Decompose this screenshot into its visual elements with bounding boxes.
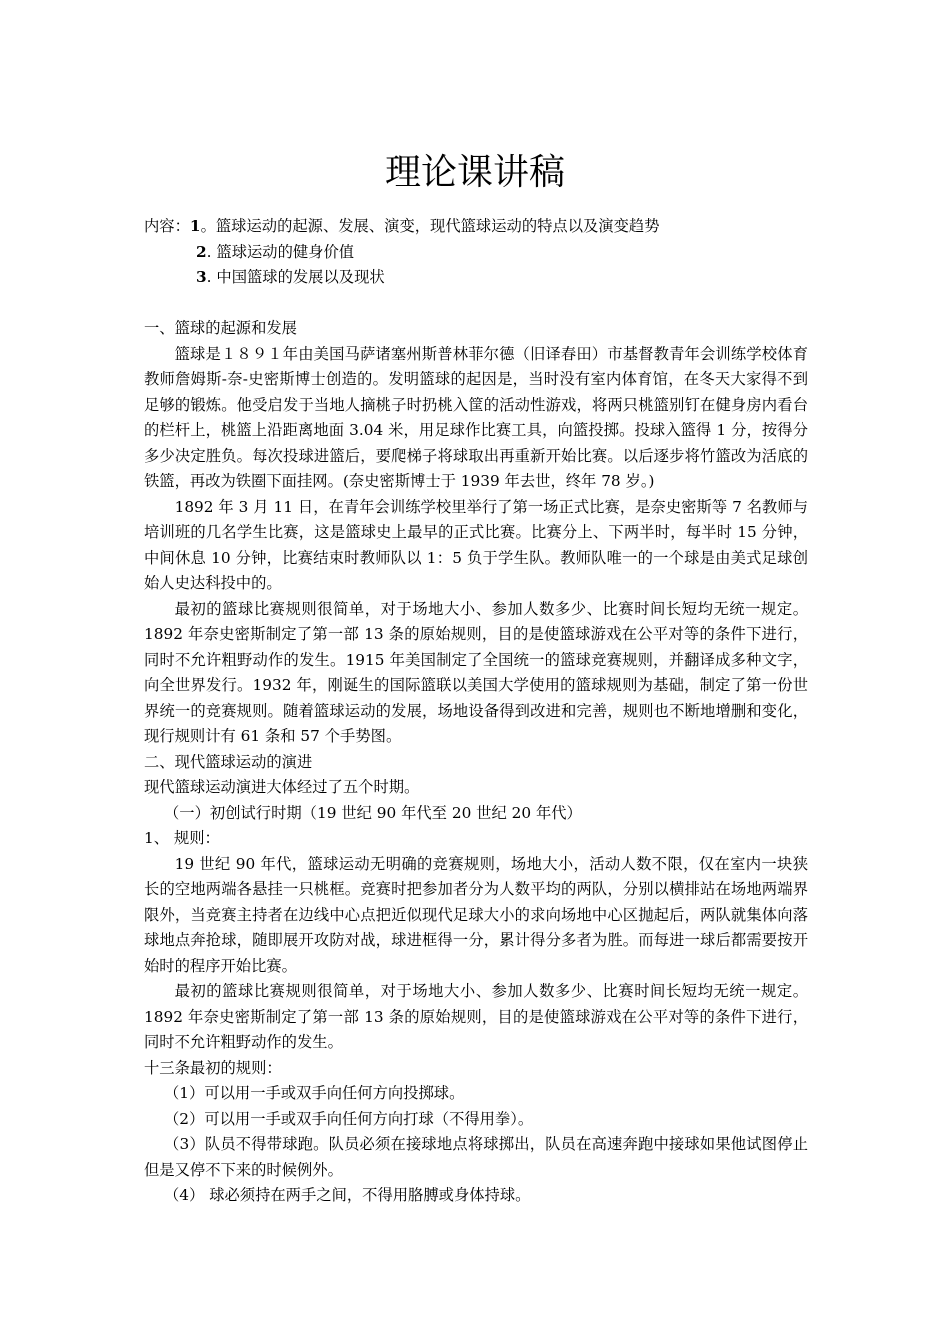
contents-item-number: 1 — [189, 217, 201, 235]
section-intro: 现代篮球运动演进大体经过了五个时期。 — [144, 778, 420, 796]
contents-list — [144, 214, 808, 291]
paragraph: 最初的篮球比赛规则很简单，对于场地大小、参加人数多少、比赛时间长短均无统一规定。1892 年奈史密斯制定了第一部 13 条的原始规则，目的是使篮球游戏在公平对等的条件下进行，同时不允许粗野动作的发生。1915 年美国制定了全国统一的篮球竞赛规则，并翻译成多种文字，向全世界发行。1932 年，刚诞生的国际篮联以美国大学使用的篮球规则为基础，制定了第一份世界统一的竞赛规则。随着篮球运动的发展，场地设备得到改进和完善，规则也不断地增删和变化，现行规则计有 61 条和 57 个手势图。 — [144, 599, 808, 745]
period-heading: （一）初创试行时期（19 世纪 90 年代至 20 世纪 20 年代） — [164, 803, 582, 822]
contents-item-number: 3 — [196, 268, 207, 286]
document-body — [144, 214, 808, 1209]
rules-heading: 十三条最初的规则： — [144, 1058, 282, 1077]
contents-item-text: 篮球运动的健身价值 — [216, 242, 355, 261]
document-title: 理论课讲稿 — [384, 152, 565, 193]
section-heading: 一、篮球的起源和发展 — [144, 319, 297, 337]
paragraph: 篮球是１８９１年由美国马萨诸塞州斯普林菲尔德（旧译春田）市基督教青年会训练学校体育教师詹姆斯-奈-史密斯博士创造的。发明篮球的起因是，当时没有室内体育馆，在冬天大家得不到足够的锻炼。他受启发于当地人摘桃子时扔桃入筐的活动性游戏，将两只桃篮别钉在健身房内看台的栏杆上，桃篮上沿距离地面 3.04 米，用足球作比赛工具，向篮投掷。投球入篮得 1 分，按得分多少决定胜负。每次投球进篮后，要爬梯子将球取出再重新开始比赛。以后逐步将竹篮改为活底的铁篮，再改为铁圈下面挂网。(奈史密斯博士于 1939 年去世，终年 78 岁。) — [144, 344, 808, 490]
rule-item: （3）队员不得带球跑。队员必须在接球地点将球掷出，队员在高速奔跑中接球如果他试图停止但是又停不下来的时候例外。 — [144, 1135, 808, 1179]
paragraph: 1892 年 3 月 11 日，在青年会训练学校里举行了第一场正式比赛，是奈史密斯等 7 名教师与培训班的几名学生比赛，这是篮球史上最早的正式比赛。比赛分上、下两半时，每半时 15 分钟，中间休息 10 分钟，比赛结束时教师队以 1：5 负于学生队。教师队唯一的一个球是由美式足球创始人史达科投中的。 — [144, 497, 808, 592]
contents-item-number: 2 — [196, 242, 207, 261]
contents-label: 内容： — [144, 217, 190, 235]
contents-item-text: 中国篮球的发展以及现状 — [216, 268, 385, 286]
contents-item: 内容：1。篮球运动的起源、发展、演变，现代篮球运动的特点以及演变趋势 — [144, 217, 660, 235]
contents-item: 2. 篮球运动的健身价值 — [196, 242, 355, 261]
paragraph: 19 世纪 90 年代，篮球运动无明确的竞赛规则，场地大小，活动人数不限，仅在室内一块狭长的空地两端各悬挂一只桃框。竞赛时把参加者分为人数平均的两队，分别以横排站在场地两端界限外，当竞赛主持者在边线中心点把近似现代足球大小的求向场地中心区抛起后，两队就集体向落球地点奔抢球，随即展开攻防对战，球进框得一分，累计得分多者为胜。而每进一球后都需要按开始时的程序开始比赛。 — [144, 854, 808, 975]
section-heading: 二、现代篮球运动的演进 — [144, 752, 313, 771]
paragraph: 最初的篮球比赛规则很简单，对于场地大小、参加人数多少、比赛时间长短均无统一规定。1892 年奈史密斯制定了第一部 13 条的原始规则，目的是使篮球游戏在公平对等的条件下进行，同时不允许粗野动作的发生。 — [144, 982, 808, 1051]
blank-line — [144, 291, 808, 317]
item-heading: 1、 规则： — [144, 829, 220, 847]
contents-item: 3. 中国篮球的发展以及现状 — [196, 268, 385, 286]
rule-item: （1）可以用一手或双手向任何方向投掷球。 — [164, 1084, 465, 1102]
rule-item: （2）可以用一手或双手向任何方向打球（不得用拳）。 — [164, 1109, 534, 1128]
rule-item: （4） 球必须持在两手之间，不得用胳膊或身体持球。 — [164, 1186, 531, 1204]
contents-item-text: 篮球运动的起源、发展、演变，现代篮球运动的特点以及演变趋势 — [215, 217, 660, 235]
